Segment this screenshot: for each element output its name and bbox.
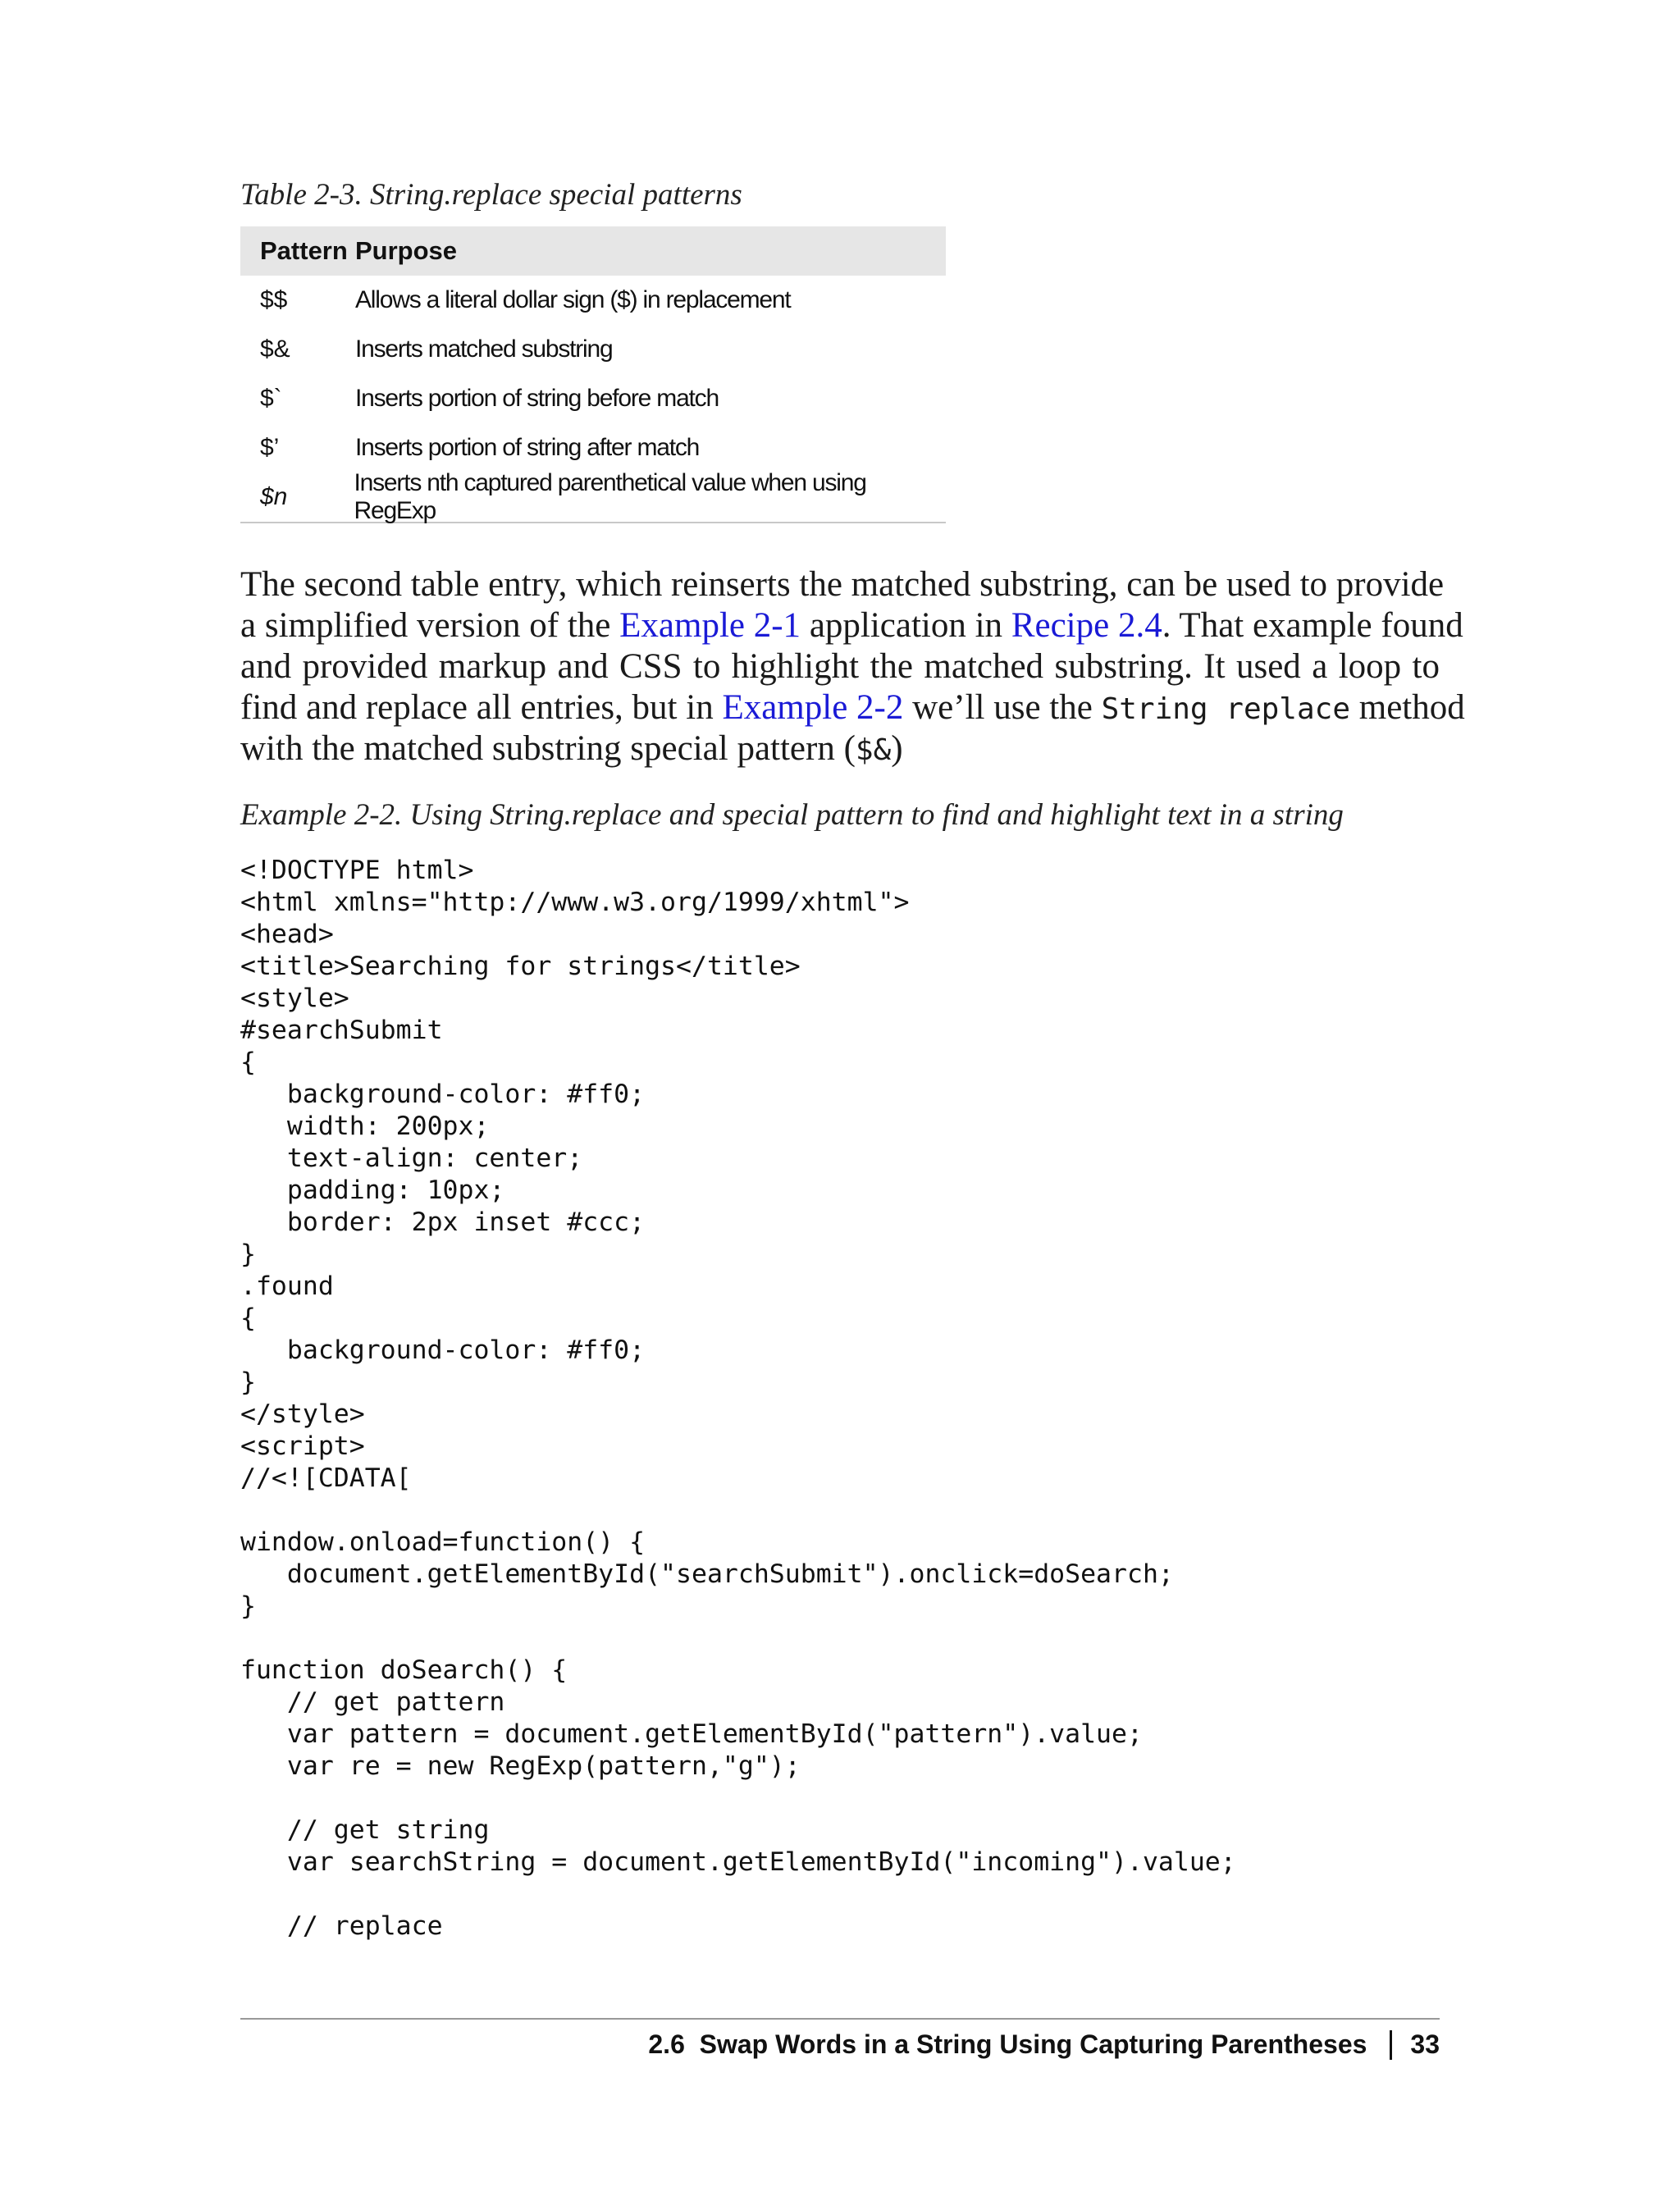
recipe-2-4-link[interactable]: Recipe 2.4 — [1011, 606, 1162, 645]
code-line: background-color: #ff0; — [240, 1080, 646, 1109]
pattern-cell: $` — [260, 385, 282, 412]
code-line — [240, 1623, 1236, 1655]
inline-code: $& — [855, 733, 892, 767]
page-number: 33 — [1410, 2029, 1440, 2059]
code-line: </style> — [240, 1399, 365, 1429]
paragraph-text: . That example found — [1162, 606, 1463, 645]
table-row — [240, 374, 946, 423]
paragraph-line: The second table entry, which reinserts the matched substring, can be used to provide — [240, 565, 1445, 604]
example-2-1-link[interactable]: Example 2-1 — [619, 606, 801, 645]
paragraph-line — [240, 728, 1440, 769]
code-line — [240, 1495, 1236, 1527]
code-line: var pattern = document.getElementById("pattern").value; — [240, 1719, 1143, 1749]
code-line: <title>Searching for strings</title> — [240, 952, 801, 981]
table-caption: Table 2-3. String.replace special patterns — [240, 178, 742, 212]
header-purpose: Purpose — [355, 236, 458, 265]
code-line: var searchString = document.getElementById("incoming").value; — [240, 1847, 1236, 1877]
paragraph-text: application in — [801, 606, 1011, 645]
table-row — [240, 469, 946, 524]
code-line: padding: 10px; — [240, 1176, 505, 1205]
running-footer — [648, 2029, 1440, 2060]
paragraph-text: find and replace all entries, but in — [240, 688, 723, 727]
code-line: border: 2px inset #ccc; — [240, 1208, 646, 1237]
paragraph-line — [240, 605, 1463, 646]
code-line: text-align: center; — [240, 1144, 583, 1173]
code-line: <html xmlns="http://www.w3.org/1999/xhtml"> — [240, 888, 910, 917]
paragraph-line: and provided markup and CSS to highlight the matched substring. It used a loop to — [240, 647, 1440, 686]
pattern-cell: $$ — [260, 286, 288, 313]
paragraph-text: a simplified version of the — [240, 606, 620, 645]
code-line: <style> — [240, 984, 349, 1013]
body-paragraph — [240, 564, 1465, 769]
pattern-cell: $& — [260, 336, 290, 363]
example-caption: Example 2-2. Using String.replace and special pattern to find and highlight text in a string — [240, 798, 1344, 832]
code-line: <!DOCTYPE html> — [240, 856, 474, 885]
code-line: width: 200px; — [240, 1112, 490, 1141]
code-line: { — [240, 1048, 256, 1077]
code-line: } — [240, 1367, 256, 1397]
code-line — [240, 1783, 1236, 1815]
paragraph-text: with the matched substring special pattern ( — [240, 729, 856, 768]
header-pattern: Pattern — [260, 236, 348, 265]
footer-divider — [240, 2018, 1440, 2020]
table-header-row — [240, 226, 946, 276]
code-line: } — [240, 1239, 256, 1269]
paragraph-line — [240, 687, 1465, 728]
code-line: } — [240, 1591, 256, 1621]
code-line: <head> — [240, 920, 334, 949]
code-line: document.getElementById("searchSubmit").onclick=doSearch; — [240, 1559, 1174, 1589]
code-line: <script> — [240, 1431, 365, 1461]
table-row — [240, 276, 946, 325]
code-line: // get pattern — [240, 1687, 505, 1717]
pattern-cell: $n — [260, 483, 288, 510]
special-patterns-table — [240, 226, 946, 523]
purpose-cell: Allows a literal dollar sign ($) in replacement — [355, 286, 791, 313]
paragraph-text: ) — [891, 729, 903, 768]
paragraph-text: method — [1350, 688, 1465, 727]
table-row — [240, 325, 946, 374]
paragraph-text: we’ll use the — [903, 688, 1102, 727]
pattern-cell: $’ — [260, 434, 280, 461]
code-line: var re = new RegExp(pattern,"g"); — [240, 1751, 801, 1781]
code-line: background-color: #ff0; — [240, 1335, 646, 1365]
book-page — [240, 0, 1465, 2205]
code-line: //<![CDATA[ — [240, 1463, 412, 1493]
code-line: // replace — [240, 1911, 443, 1941]
inline-code: String replace — [1101, 692, 1350, 726]
code-line: .found — [240, 1271, 334, 1301]
code-line: window.onload=function() { — [240, 1527, 646, 1557]
code-listing — [240, 855, 1236, 1942]
purpose-cell: Inserts portion of string before match — [355, 385, 719, 412]
purpose-cell: Inserts portion of string after match — [355, 434, 700, 461]
code-line: #searchSubmit — [240, 1016, 443, 1045]
example-2-2-link[interactable]: Example 2-2 — [722, 688, 904, 727]
code-line: function doSearch() { — [240, 1655, 568, 1685]
footer-section-title: 2.6 Swap Words in a String Using Capturing Parentheses — [648, 2029, 1367, 2059]
code-line: { — [240, 1303, 256, 1333]
table-row — [240, 423, 946, 472]
code-line: // get string — [240, 1815, 490, 1845]
footer-separator — [1390, 2030, 1392, 2060]
code-line — [240, 1879, 1236, 1911]
purpose-cell: Inserts nth captured parenthetical value when using RegExp — [354, 469, 866, 524]
purpose-cell: Inserts matched substring — [355, 336, 613, 363]
